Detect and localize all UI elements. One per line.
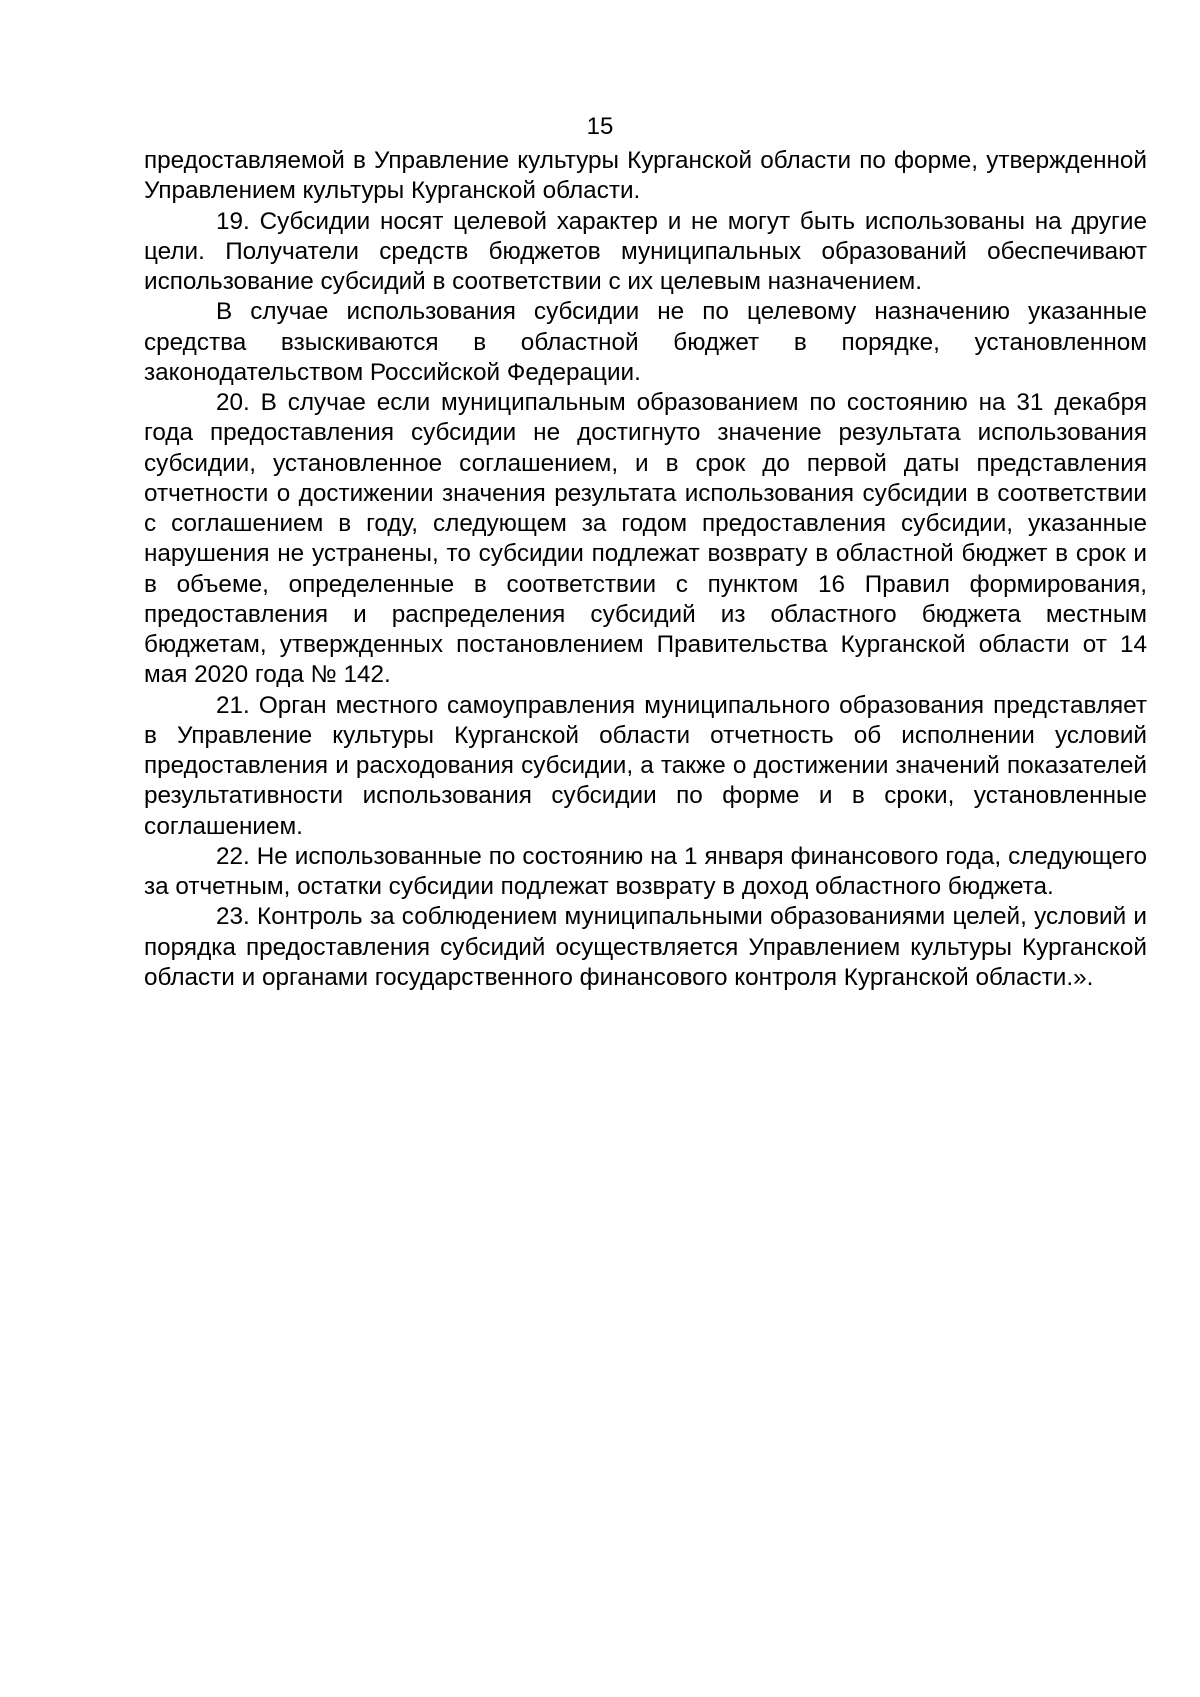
paragraph-item-23: 23. Контроль за соблюдением муниципальными образованиями целей, условий и порядка предоставления субсидий осуществляется Управлением культуры Курганской области и органами государственного финансового контроля Курганской области.».: [144, 903, 1147, 991]
paragraph-item-19: 19. Субсидии носят целевой характер и не могут быть использованы на другие цели. Получатели средств бюджетов муниципальных образований обеспечивают использование субсидий в соответствии с их целевым назначением.: [144, 207, 1147, 295]
document-body: [144, 146, 1147, 993]
paragraph-item-20: 20. В случае если муниципальным образованием по состоянию на 31 декабря года предоставления субсидии не достигнуто значение результата использования субсидии, установленное соглашением, и в срок до первой даты представления отчетности о достижении значения результата использования субсидии в соответствии с соглашением в году, следующем за годом предоставления субсидии, указанные нарушения не устранены, то субсидии подлежат возврату в областной бюджет в срок и в объеме, определенные в соответствии с пунктом 16 Правил формирования, предоставления и распределения субсидий из областного бюджета местным бюджетам, утвержденных постановлением Правительства Курганской области от 14 мая 2020 года № 142.: [144, 389, 1147, 689]
page-number: 15: [586, 113, 614, 140]
paragraph-item-22: 22. Не использованные по состоянию на 1 января финансового года, следующего за отчетным, остатки субсидии подлежат возврату в доход областного бюджета.: [144, 842, 1147, 900]
paragraph-misuse-recovery: В случае использования субсидии не по целевому назначению указанные средства взыскиваются в областной бюджет в порядке, установленном законодательством Российской Федерации.: [144, 298, 1147, 386]
paragraph-continuation: предоставляемой в Управление культуры Курганской области по форме, утвержденной Управлением культуры Курганской области.: [144, 147, 1147, 205]
paragraph-item-21: 21. Орган местного самоуправления муниципального образования представляет в Управление культуры Курганской области отчетность об исполнении условий предоставления и расходования субсидии, а также о достижении значений показателей результативности использования субсидии по форме и в сроки, установленные соглашением.: [144, 691, 1147, 840]
